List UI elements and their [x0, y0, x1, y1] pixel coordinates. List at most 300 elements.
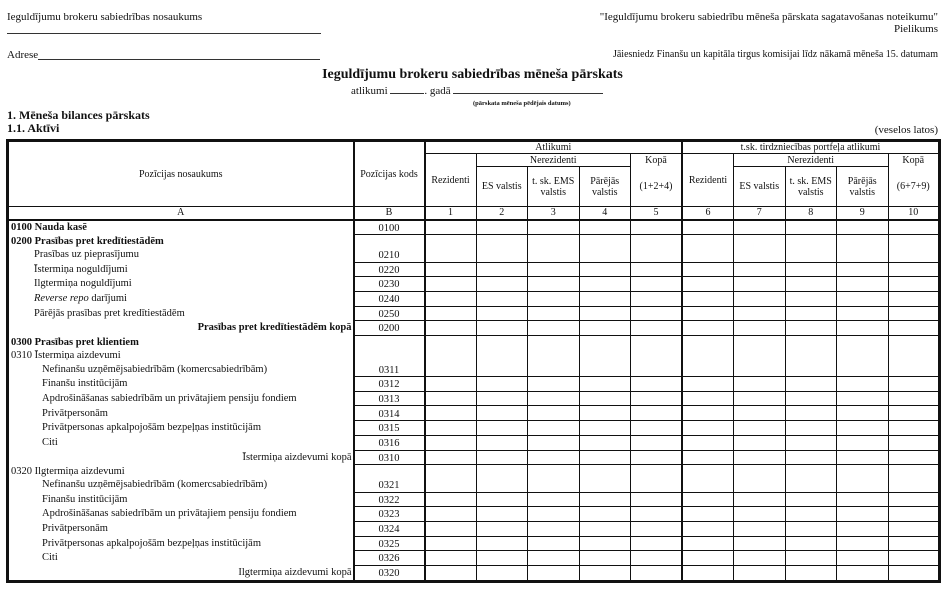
value-cell-col-6[interactable] — [682, 551, 734, 566]
value-cell-col-6[interactable] — [682, 536, 734, 551]
value-cell-col-3[interactable] — [528, 536, 580, 551]
col-header-total: Kopā — [631, 154, 683, 167]
value-cell-col-9[interactable] — [837, 277, 889, 292]
value-cell-col-5[interactable] — [631, 391, 683, 406]
row-label: Privātpersonām — [8, 406, 354, 421]
value-cell-col-1[interactable] — [425, 421, 477, 436]
value-cell-col-8[interactable] — [785, 421, 837, 436]
value-cell-col-4[interactable] — [579, 291, 631, 306]
value-cell-col-10[interactable] — [888, 291, 940, 306]
value-cell-col-2[interactable] — [476, 291, 528, 306]
value-cell-col-5[interactable] — [631, 406, 683, 421]
value-cell-col-6[interactable] — [682, 521, 734, 536]
value-cell-col-10[interactable] — [888, 391, 940, 406]
value-cell-col-1[interactable] — [425, 406, 477, 421]
value-cell-col-5[interactable] — [631, 566, 683, 582]
value-cell-col-4[interactable] — [579, 450, 631, 465]
col-header-formula: (1+2+4) — [631, 167, 683, 207]
value-cell-col-4[interactable] — [579, 306, 631, 321]
value-cell-col-10[interactable] — [888, 492, 940, 507]
value-cell-col-8[interactable] — [785, 391, 837, 406]
value-cell-col-9[interactable] — [837, 406, 889, 421]
value-cell-col-5[interactable] — [631, 450, 683, 465]
value-cell-col-6[interactable] — [682, 377, 734, 392]
value-cell-col-3[interactable] — [528, 336, 580, 377]
value-cell-col-7[interactable] — [734, 566, 786, 582]
value-cell-col-9[interactable] — [837, 566, 889, 582]
value-cell-col-2[interactable] — [476, 435, 528, 450]
value-cell-col-7[interactable] — [734, 336, 786, 377]
value-cell-col-7[interactable] — [734, 536, 786, 551]
row-label: Finanšu institūcijām — [8, 377, 354, 392]
value-cell-col-6[interactable] — [682, 336, 734, 377]
column-index: 7 — [734, 207, 786, 220]
row-label: Apdrošināšanas sabiedrībām un privātajiem pensiju fondiem — [8, 391, 354, 406]
column-index: 6 — [682, 207, 734, 220]
col-header-position-code: Pozīcijas kods — [354, 141, 425, 207]
value-cell-col-1[interactable] — [425, 492, 477, 507]
value-cell-col-10[interactable] — [888, 421, 940, 436]
value-cell-col-8[interactable] — [785, 492, 837, 507]
row-label: Pārējās prasības pret kredītiestādēm — [8, 306, 354, 321]
value-cell-col-3[interactable] — [528, 306, 580, 321]
value-cell-col-2[interactable] — [476, 521, 528, 536]
row-code: 0250 — [354, 306, 425, 321]
value-cell-col-8[interactable] — [785, 306, 837, 321]
table-row — [8, 306, 940, 321]
value-cell-col-7[interactable] — [734, 551, 786, 566]
value-cell-col-5[interactable] — [631, 421, 683, 436]
col-header-position-name: Pozīcijas nosaukums — [8, 141, 354, 207]
value-cell-col-3[interactable] — [528, 450, 580, 465]
value-cell-col-8[interactable] — [785, 450, 837, 465]
table-row — [8, 450, 940, 465]
value-cell-col-2[interactable] — [476, 507, 528, 522]
row-label: Ilgtermiņa aizdevumi kopā — [8, 566, 354, 582]
month-field[interactable] — [390, 93, 424, 94]
regulation-reference: "Ieguldījumu brokeru sabiedrību mēneša pārskata sagatavošanas noteikumu" — [599, 11, 938, 23]
value-cell-col-6[interactable] — [682, 492, 734, 507]
value-cell-col-6[interactable] — [682, 465, 734, 492]
value-cell-col-6[interactable] — [682, 566, 734, 582]
value-cell-col-4[interactable] — [579, 521, 631, 536]
value-cell-col-1[interactable] — [425, 507, 477, 522]
value-cell-col-5[interactable] — [631, 521, 683, 536]
value-cell-col-9[interactable] — [837, 220, 889, 235]
value-cell-col-10[interactable] — [888, 321, 940, 336]
value-cell-col-1[interactable] — [425, 336, 477, 377]
value-cell-col-4[interactable] — [579, 492, 631, 507]
col-header-eu-trading: ES valstis — [734, 167, 786, 207]
row-code: 0325 — [354, 536, 425, 551]
value-cell-col-4[interactable] — [579, 220, 631, 235]
value-cell-col-1[interactable] — [425, 450, 477, 465]
value-cell-col-1[interactable] — [425, 566, 477, 582]
value-cell-col-9[interactable] — [837, 465, 889, 492]
value-cell-col-1[interactable] — [425, 536, 477, 551]
table-row — [8, 421, 940, 436]
row-label: Privātpersonas apkalpojošām bezpeļņas institūcijām — [8, 421, 354, 436]
value-cell-col-9[interactable] — [837, 262, 889, 277]
date-field[interactable] — [453, 93, 603, 94]
date-hint: (pārskata mēneša pēdējais datums) — [473, 100, 571, 107]
value-cell-col-3[interactable] — [528, 507, 580, 522]
row-code: 0210 — [354, 235, 425, 262]
value-cell-col-6[interactable] — [682, 235, 734, 262]
value-cell-col-8[interactable] — [785, 235, 837, 262]
value-cell-col-2[interactable] — [476, 306, 528, 321]
address-field[interactable] — [38, 59, 320, 60]
row-code: 0320 — [354, 566, 425, 582]
value-cell-col-6[interactable] — [682, 507, 734, 522]
annex-label: Pielikums — [893, 23, 938, 35]
value-cell-col-7[interactable] — [734, 291, 786, 306]
table-row — [8, 391, 940, 406]
value-cell-col-2[interactable] — [476, 450, 528, 465]
row-label: Īstermiņa noguldījumi — [8, 262, 354, 277]
value-cell-col-1[interactable] — [425, 321, 477, 336]
value-cell-col-8[interactable] — [785, 262, 837, 277]
value-cell-col-5[interactable] — [631, 291, 683, 306]
value-cell-col-1[interactable] — [425, 521, 477, 536]
table-row — [8, 521, 940, 536]
value-cell-col-9[interactable] — [837, 291, 889, 306]
value-cell-col-7[interactable] — [734, 277, 786, 292]
value-cell-col-7[interactable] — [734, 235, 786, 262]
value-cell-col-1[interactable] — [425, 277, 477, 292]
value-cell-col-2[interactable] — [476, 421, 528, 436]
value-cell-col-6[interactable] — [682, 450, 734, 465]
value-cell-col-2[interactable] — [476, 262, 528, 277]
row-code: 0315 — [354, 421, 425, 436]
table-row — [8, 291, 940, 306]
value-cell-col-8[interactable] — [785, 406, 837, 421]
row-label: 0300 Prasības pret klientiem — [8, 336, 354, 350]
value-cell-col-3[interactable] — [528, 492, 580, 507]
value-cell-col-3[interactable] — [528, 321, 580, 336]
column-index: 2 — [476, 207, 528, 220]
value-cell-col-6[interactable] — [682, 277, 734, 292]
value-cell-col-4[interactable] — [579, 235, 631, 262]
value-cell-col-7[interactable] — [734, 262, 786, 277]
value-cell-col-8[interactable] — [785, 277, 837, 292]
value-cell-col-4[interactable] — [579, 465, 631, 492]
row-code: 0316 — [354, 435, 425, 450]
value-cell-col-3[interactable] — [528, 377, 580, 392]
col-header-residents: Rezidenti — [425, 154, 477, 207]
value-cell-col-10[interactable] — [888, 262, 940, 277]
page-title: Ieguldījumu brokeru sabiedrības mēneša pārskats — [322, 67, 623, 82]
value-cell-col-5[interactable] — [631, 435, 683, 450]
value-cell-col-10[interactable] — [888, 220, 940, 235]
value-cell-col-7[interactable] — [734, 377, 786, 392]
value-cell-col-9[interactable] — [837, 450, 889, 465]
value-cell-col-10[interactable] — [888, 306, 940, 321]
value-cell-col-8[interactable] — [785, 220, 837, 235]
table-row — [8, 551, 940, 566]
value-cell-col-2[interactable] — [476, 391, 528, 406]
value-cell-col-7[interactable] — [734, 465, 786, 492]
value-cell-col-3[interactable] — [528, 235, 580, 262]
col-header-emu-trading: t. sk. EMS valstis — [785, 167, 837, 207]
value-cell-col-4[interactable] — [579, 336, 631, 377]
value-cell-col-6[interactable] — [682, 435, 734, 450]
value-cell-col-5[interactable] — [631, 336, 683, 377]
value-cell-col-1[interactable] — [425, 220, 477, 235]
value-cell-col-1[interactable] — [425, 435, 477, 450]
value-cell-col-3[interactable] — [528, 421, 580, 436]
table-row — [8, 277, 940, 292]
row-code: 0220 — [354, 262, 425, 277]
value-cell-col-9[interactable] — [837, 321, 889, 336]
column-index: 1 — [425, 207, 477, 220]
row-label: 0100 Nauda kasē — [8, 220, 354, 235]
value-cell-col-7[interactable] — [734, 507, 786, 522]
value-cell-col-6[interactable] — [682, 406, 734, 421]
value-cell-col-2[interactable] — [476, 277, 528, 292]
value-cell-col-9[interactable] — [837, 235, 889, 262]
value-cell-col-4[interactable] — [579, 277, 631, 292]
column-index: 9 — [837, 207, 889, 220]
value-cell-col-9[interactable] — [837, 421, 889, 436]
value-cell-col-5[interactable] — [631, 277, 683, 292]
value-cell-col-2[interactable] — [476, 566, 528, 582]
units-note: (veselos latos) — [874, 124, 938, 136]
value-cell-col-2[interactable] — [476, 235, 528, 262]
col-header-eu: ES valstis — [476, 167, 528, 207]
value-cell-col-10[interactable] — [888, 450, 940, 465]
value-cell-col-8[interactable] — [785, 321, 837, 336]
value-cell-col-1[interactable] — [425, 391, 477, 406]
value-cell-col-2[interactable] — [476, 465, 528, 492]
column-index: 3 — [528, 207, 580, 220]
value-cell-col-8[interactable] — [785, 521, 837, 536]
value-cell-col-6[interactable] — [682, 291, 734, 306]
value-cell-col-7[interactable] — [734, 450, 786, 465]
company-name-field[interactable] — [7, 33, 321, 34]
row-code: 0240 — [354, 291, 425, 306]
value-cell-col-9[interactable] — [837, 492, 889, 507]
col-header-other-trading: Pārējās valstis — [837, 167, 889, 207]
value-cell-col-8[interactable] — [785, 551, 837, 566]
value-cell-col-7[interactable] — [734, 220, 786, 235]
value-cell-col-10[interactable] — [888, 551, 940, 566]
column-index: 4 — [579, 207, 631, 220]
value-cell-col-4[interactable] — [579, 566, 631, 582]
value-cell-col-8[interactable] — [785, 377, 837, 392]
value-cell-col-5[interactable] — [631, 492, 683, 507]
value-cell-col-2[interactable] — [476, 321, 528, 336]
row-label: 0320 Ilgtermiņa aizdevumi — [8, 465, 354, 479]
table-row — [8, 377, 940, 392]
value-cell-col-3[interactable] — [528, 521, 580, 536]
value-cell-col-3[interactable] — [528, 435, 580, 450]
value-cell-col-7[interactable] — [734, 391, 786, 406]
value-cell-col-3[interactable] — [528, 291, 580, 306]
row-label: 0310 Īstermiņa aizdevumi — [8, 349, 354, 363]
col-header-emu: t. sk. EMS valstis — [528, 167, 580, 207]
value-cell-col-7[interactable] — [734, 321, 786, 336]
value-cell-col-9[interactable] — [837, 377, 889, 392]
value-cell-col-8[interactable] — [785, 465, 837, 492]
row-label: Ilgtermiņa noguldījumi — [8, 277, 354, 292]
value-cell-col-2[interactable] — [476, 492, 528, 507]
col-header-other: Pārējās valstis — [579, 167, 631, 207]
value-cell-col-6[interactable] — [682, 391, 734, 406]
value-cell-col-1[interactable] — [425, 551, 477, 566]
value-cell-col-1[interactable] — [425, 306, 477, 321]
row-code: 0312 — [354, 377, 425, 392]
value-cell-col-1[interactable] — [425, 291, 477, 306]
value-cell-col-2[interactable] — [476, 406, 528, 421]
value-cell-col-10[interactable] — [888, 507, 940, 522]
table-row — [8, 336, 940, 350]
value-cell-col-5[interactable] — [631, 507, 683, 522]
column-index: 10 — [888, 207, 940, 220]
value-cell-col-8[interactable] — [785, 536, 837, 551]
row-code: 0100 — [354, 220, 425, 235]
value-cell-col-1[interactable] — [425, 465, 477, 492]
value-cell-col-8[interactable] — [785, 435, 837, 450]
value-cell-col-3[interactable] — [528, 406, 580, 421]
value-cell-col-5[interactable] — [631, 306, 683, 321]
value-cell-col-8[interactable] — [785, 336, 837, 377]
value-cell-col-8[interactable] — [785, 507, 837, 522]
value-cell-col-6[interactable] — [682, 421, 734, 436]
value-cell-col-7[interactable] — [734, 421, 786, 436]
value-cell-col-2[interactable] — [476, 377, 528, 392]
value-cell-col-4[interactable] — [579, 536, 631, 551]
value-cell-col-9[interactable] — [837, 306, 889, 321]
value-cell-col-8[interactable] — [785, 566, 837, 582]
value-cell-col-10[interactable] — [888, 566, 940, 582]
row-code: 0230 — [354, 277, 425, 292]
value-cell-col-9[interactable] — [837, 435, 889, 450]
value-cell-col-10[interactable] — [888, 521, 940, 536]
value-cell-col-3[interactable] — [528, 465, 580, 492]
value-cell-col-4[interactable] — [579, 377, 631, 392]
address-label: Adrese — [7, 49, 39, 61]
value-cell-col-5[interactable] — [631, 551, 683, 566]
value-cell-col-3[interactable] — [528, 551, 580, 566]
row-label: Nefinanšu uzņēmējsabiedrībām (komercsabiedrībām) — [8, 363, 354, 377]
value-cell-col-6[interactable] — [682, 262, 734, 277]
value-cell-col-4[interactable] — [579, 321, 631, 336]
value-cell-col-1[interactable] — [425, 377, 477, 392]
value-cell-col-3[interactable] — [528, 277, 580, 292]
row-code: 0200 — [354, 321, 425, 336]
subsection-heading: 1.1. Aktīvi — [7, 121, 60, 135]
table-row — [8, 435, 940, 450]
value-cell-col-10[interactable] — [888, 235, 940, 262]
value-cell-col-7[interactable] — [734, 521, 786, 536]
value-cell-col-2[interactable] — [476, 536, 528, 551]
row-code: 0314 — [354, 406, 425, 421]
value-cell-col-4[interactable] — [579, 435, 631, 450]
value-cell-col-9[interactable] — [837, 536, 889, 551]
row-label: Privātpersonām — [8, 521, 354, 536]
value-cell-col-4[interactable] — [579, 421, 631, 436]
value-cell-col-5[interactable] — [631, 536, 683, 551]
value-cell-col-5[interactable] — [631, 465, 683, 492]
value-cell-col-9[interactable] — [837, 336, 889, 377]
col-header-total-trading: Kopā — [888, 154, 940, 167]
value-cell-col-2[interactable] — [476, 551, 528, 566]
value-cell-col-5[interactable] — [631, 220, 683, 235]
value-cell-col-9[interactable] — [837, 521, 889, 536]
value-cell-col-10[interactable] — [888, 377, 940, 392]
value-cell-col-5[interactable] — [631, 262, 683, 277]
value-cell-col-3[interactable] — [528, 566, 580, 582]
value-cell-col-10[interactable] — [888, 536, 940, 551]
value-cell-col-7[interactable] — [734, 306, 786, 321]
value-cell-col-4[interactable] — [579, 507, 631, 522]
row-label-italic: Reverse repo — [34, 293, 89, 304]
col-header-formula-trading: (6+7+9) — [888, 167, 940, 207]
value-cell-col-10[interactable] — [888, 277, 940, 292]
value-cell-col-10[interactable] — [888, 435, 940, 450]
value-cell-col-9[interactable] — [837, 507, 889, 522]
row-code: 0323 — [354, 507, 425, 522]
value-cell-col-7[interactable] — [734, 406, 786, 421]
value-cell-col-4[interactable] — [579, 551, 631, 566]
table-row — [8, 465, 940, 479]
value-cell-col-5[interactable] — [631, 235, 683, 262]
row-code: 0313 — [354, 391, 425, 406]
section-heading: 1. Mēneša bilances pārskats — [7, 108, 150, 122]
value-cell-col-1[interactable] — [425, 262, 477, 277]
value-cell-col-3[interactable] — [528, 220, 580, 235]
value-cell-col-9[interactable] — [837, 391, 889, 406]
value-cell-col-3[interactable] — [528, 391, 580, 406]
table-row — [8, 406, 940, 421]
value-cell-col-10[interactable] — [888, 336, 940, 377]
group-header-trading-balances: t.sk. tirdzniecības portfeļa atlikumi — [682, 141, 940, 154]
assets-table — [6, 139, 941, 583]
row-label: Īstermiņa aizdevumi kopā — [8, 450, 354, 465]
value-cell-col-7[interactable] — [734, 492, 786, 507]
column-index: 8 — [785, 207, 837, 220]
value-cell-col-4[interactable] — [579, 406, 631, 421]
value-cell-col-6[interactable] — [682, 220, 734, 235]
value-cell-col-1[interactable] — [425, 235, 477, 262]
row-code: 0310 — [354, 450, 425, 465]
value-cell-col-4[interactable] — [579, 391, 631, 406]
value-cell-col-2[interactable] — [476, 220, 528, 235]
value-cell-col-10[interactable] — [888, 406, 940, 421]
value-cell-col-10[interactable] — [888, 465, 940, 492]
value-cell-col-4[interactable] — [579, 262, 631, 277]
row-label: 0200 Prasības pret kredītiestādēm — [8, 235, 354, 249]
value-cell-col-7[interactable] — [734, 435, 786, 450]
value-cell-col-2[interactable] — [476, 336, 528, 377]
balances-on-label: atlikumi — [351, 85, 388, 97]
row-code: 0322 — [354, 492, 425, 507]
value-cell-col-9[interactable] — [837, 551, 889, 566]
value-cell-col-5[interactable] — [631, 377, 683, 392]
table-row — [8, 321, 940, 336]
value-cell-col-5[interactable] — [631, 321, 683, 336]
value-cell-col-6[interactable] — [682, 321, 734, 336]
value-cell-col-6[interactable] — [682, 306, 734, 321]
value-cell-col-8[interactable] — [785, 291, 837, 306]
table-row — [8, 262, 940, 277]
row-label: Prasības pret kredītiestādēm kopā — [8, 321, 354, 336]
value-cell-col-3[interactable] — [528, 262, 580, 277]
company-name-label: Ieguldījumu brokeru sabiedrības nosaukums — [7, 11, 203, 23]
table-row — [8, 492, 940, 507]
row-code: 0326 — [354, 551, 425, 566]
